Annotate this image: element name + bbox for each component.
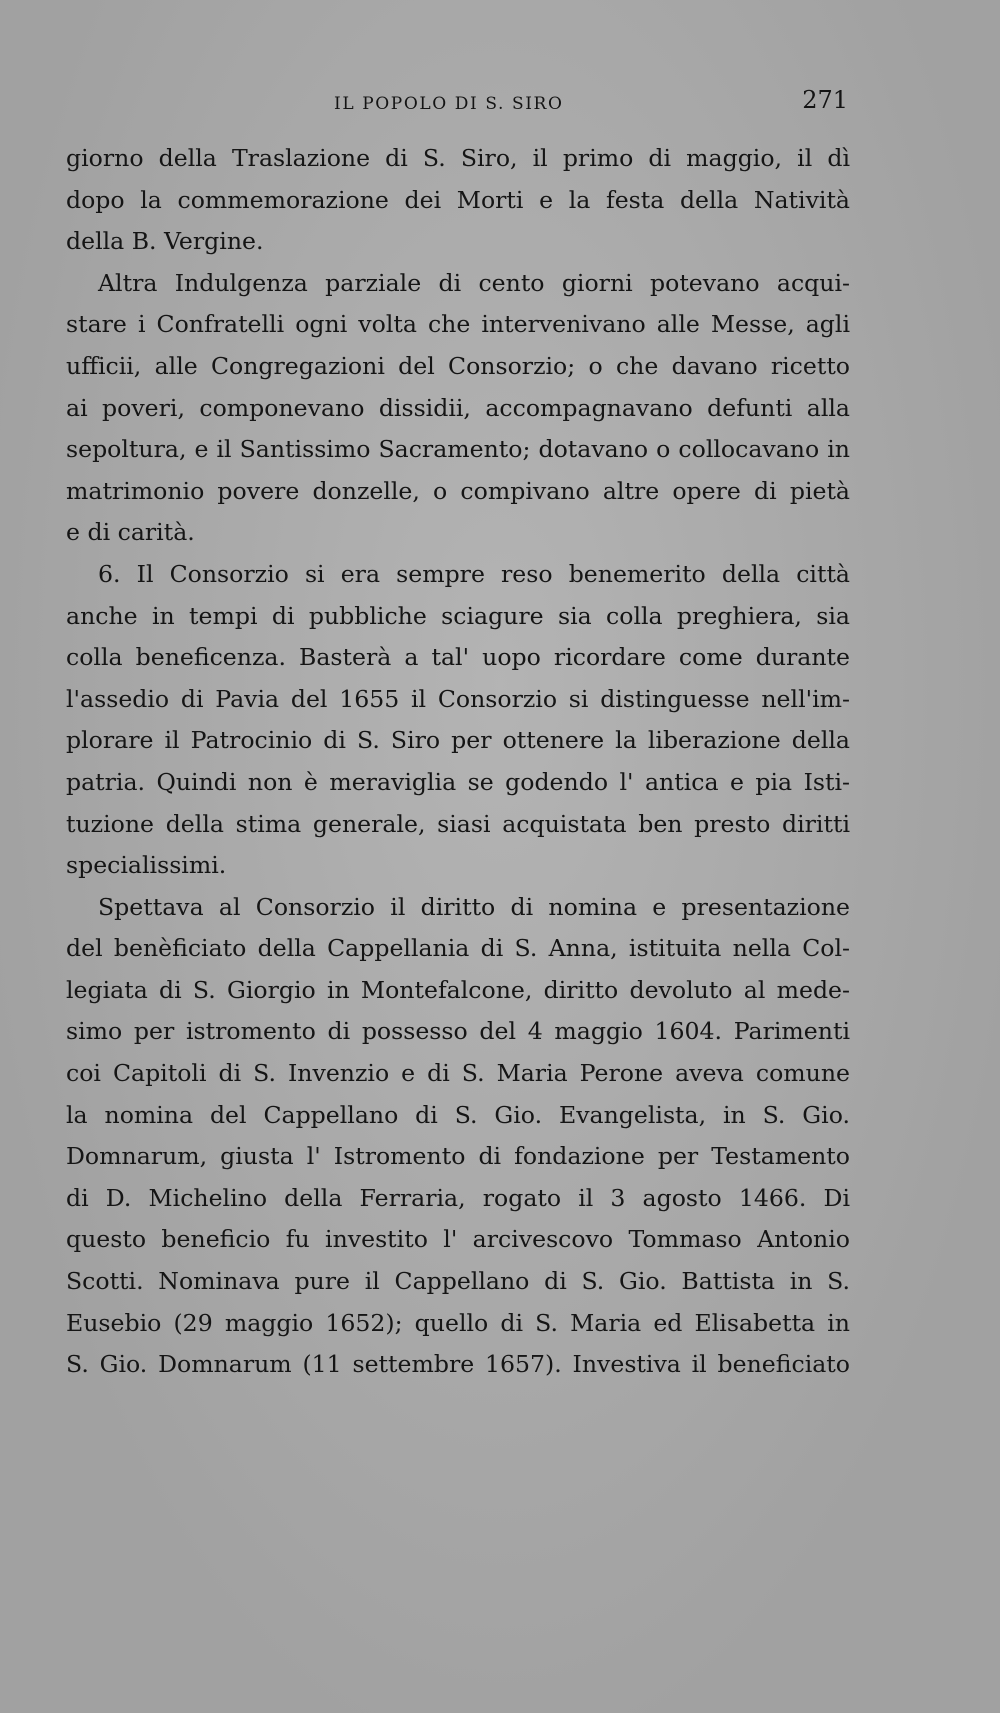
text-line: tuzione della stima generale, siasi acquistata ben presto diritti	[66, 809, 850, 838]
text-line: ufficii, alle Congregazioni del Consorzio; o che davano ricetto	[66, 351, 850, 380]
text-line: la nomina del Cappellano di S. Gio. Evangelista, in S. Gio.	[66, 1100, 850, 1129]
text-line: Domnarum, giusta l' Istromento di fondazione per Testamento	[66, 1142, 850, 1171]
text-line: 6. Il Consorzio si era sempre reso benemerito della città	[98, 559, 850, 588]
text-line: sepoltura, e il Santissimo Sacramento; dotavano o collocavano in	[66, 435, 850, 464]
text-line: patria. Quindi non è meraviglia se godendo l' antica e pia Isti-	[66, 767, 850, 796]
text-line: anche in tempi di pubbliche sciagure sia colla preghiera, sia	[66, 601, 850, 630]
text-line: S. Gio. Domnarum (11 settembre 1657). Investiva il beneficiato	[66, 1350, 850, 1379]
text-line: ai poveri, componevano dissidii, accompagnavano defunti alla	[66, 393, 850, 422]
page-header	[66, 86, 846, 120]
text-line: stare i Confratelli ogni volta che intervenivano alle Messe, agli	[66, 310, 850, 339]
text-line: Scotti. Nominava pure il Cappellano di S. Gio. Battista in S.	[66, 1267, 850, 1296]
text-line: l'assedio di Pavia del 1655 il Consorzio si distinguesse nell'im-	[66, 684, 850, 713]
running-title: IL POPOLO DI S. SIRO	[334, 94, 564, 114]
text-line: della B. Vergine.	[66, 227, 264, 256]
text-line: giorno della Traslazione di S. Siro, il primo di maggio, il dì	[66, 144, 850, 172]
text-line: simo per istromento di possesso del 4 maggio 1604. Parimenti	[66, 1017, 850, 1046]
text-line: dopo la commemorazione dei Morti e la festa della Natività	[66, 185, 850, 214]
body-text	[66, 138, 850, 1386]
text-line: colla beneficenza. Basterà a tal' uopo ricordare come durante	[66, 643, 850, 672]
text-line: coi Capitoli di S. Invenzio e di S. Maria Perone aveva comune	[66, 1059, 850, 1088]
page-number: 271	[802, 86, 848, 114]
text-line: e di carità.	[66, 518, 195, 547]
text-line: specialissimi.	[66, 851, 227, 880]
text-line: Eusebio (29 maggio 1652); quello di S. Maria ed Elisabetta in	[66, 1308, 850, 1337]
text-line: plorare il Patrocinio di S. Siro per ottenere la liberazione della	[66, 726, 850, 755]
text-line: legiata di S. Giorgio in Montefalcone, diritto devoluto al mede-	[66, 975, 850, 1004]
text-line: matrimonio povere donzelle, o compivano altre opere di pietà	[66, 476, 850, 505]
text-line: Altra Indulgenza parziale di cento giorni potevano acqui-	[98, 268, 850, 297]
text-line: del benèficiato della Cappellania di S. Anna, istituita nella Col-	[66, 934, 850, 963]
text-line: questo beneficio fu investito l' arcivescovo Tommaso Antonio	[66, 1225, 850, 1254]
text-line: Spettava al Consorzio il diritto di nomina e presentazione	[98, 892, 850, 921]
text-line: di D. Michelino della Ferraria, rogato il 3 agosto 1466. Di	[66, 1183, 850, 1212]
